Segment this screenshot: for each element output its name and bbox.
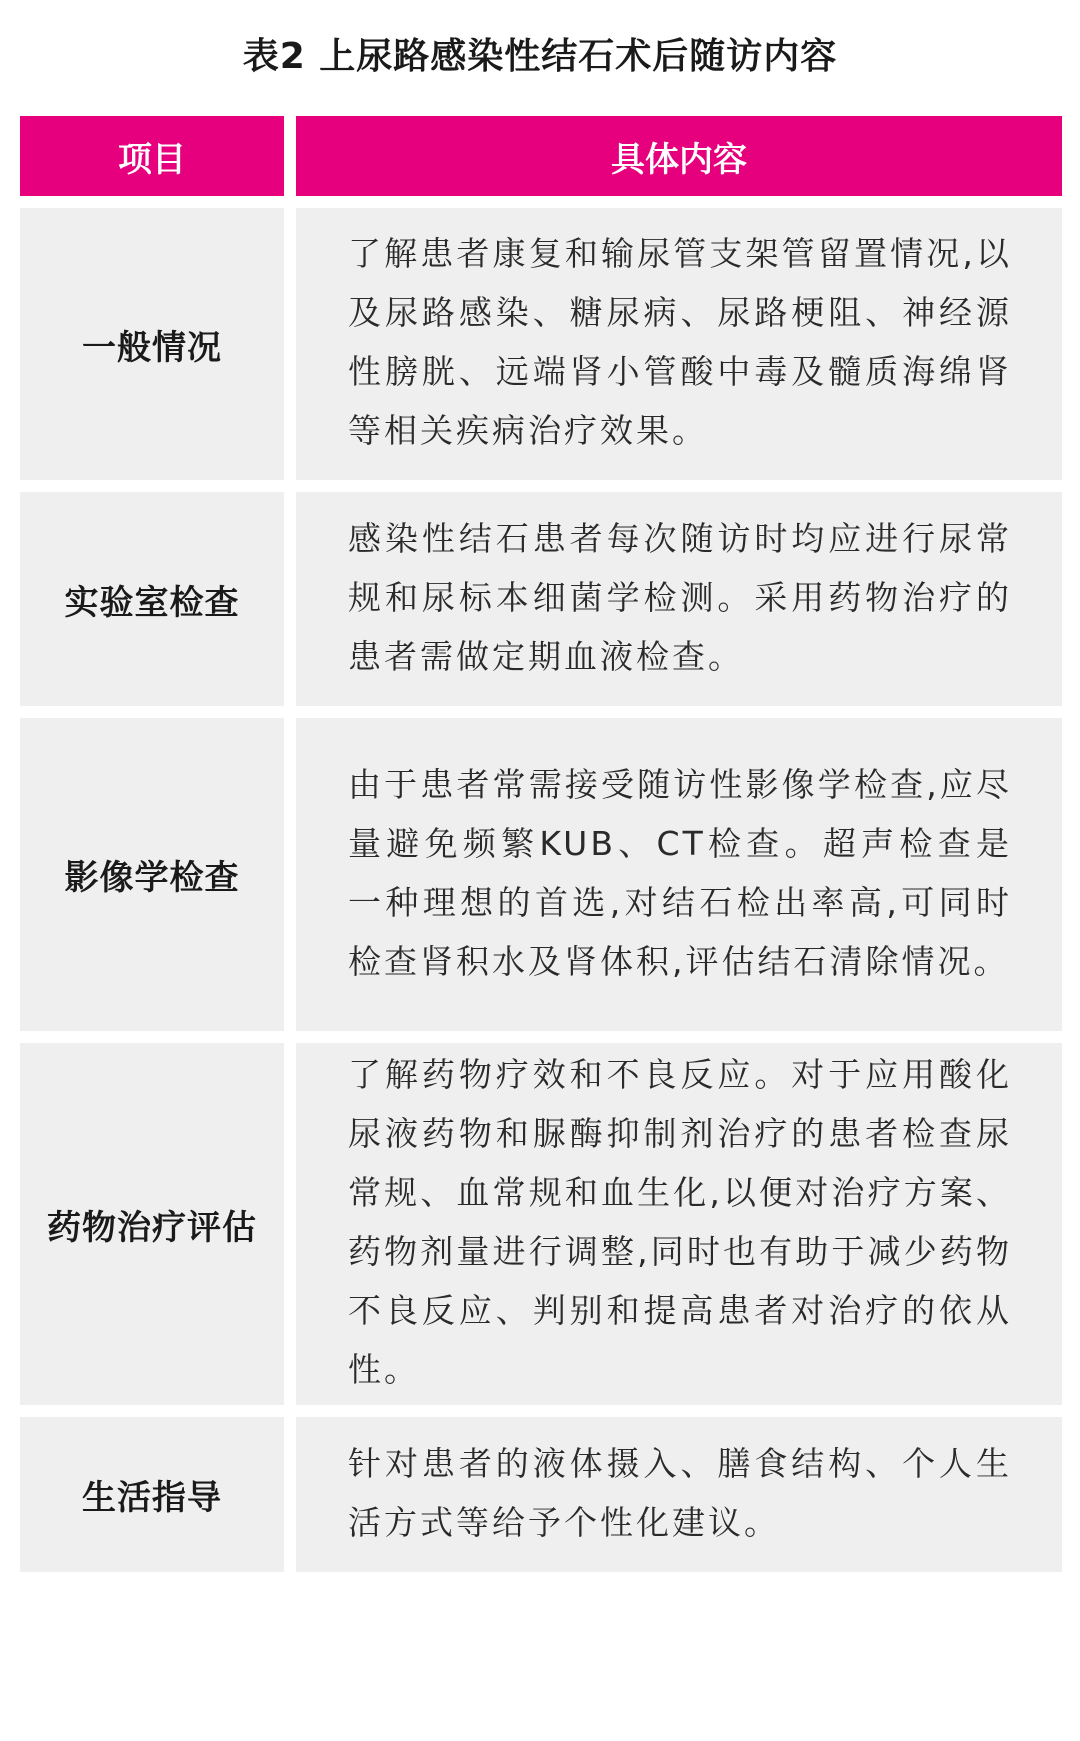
row-content-cell [296,1417,1062,1572]
row-item-label: 影像学检查 [64,858,240,898]
row-content-cell [296,718,1062,1031]
row-item-cell [20,1417,284,1572]
row-item-cell [20,492,284,706]
table-row [20,1417,1062,1572]
table-row [20,492,1062,706]
row-content-text: 了解药物疗效和不良反应。对于应用酸化尿液药物和脲酶抑制剂治疗的患者检查尿常规、血常规和血生化,以便对治疗方案、药物剂量进行调整,同时也有助于减少药物不良反应、判别和提高患者对治疗的依从性。 [348,1055,1012,1389]
row-item-label: 一般情况 [82,327,222,368]
row-item-cell [20,718,284,1031]
table-title: 表2 上尿路感染性结石术后随访内容 [242,36,838,77]
row-content-text: 了解患者康复和输尿管支架管留置情况,以及尿路感染、糖尿病、尿路梗阻、神经源性膀胱、远端肾小管酸中毒及髓质海绵肾等相关疾病治疗效果。 [348,234,1012,450]
row-item-label: 生活指导 [82,1478,222,1518]
table-row [20,208,1062,480]
row-content-text: 感染性结石患者每次随访时均应进行尿常规和尿标本细菌学检测。采用药物治疗的患者需做定期血液检查。 [348,518,1012,676]
table-row [20,718,1062,1031]
row-content-cell [296,492,1062,706]
row-item-cell [20,208,284,480]
row-content-text: 针对患者的液体摄入、膳食结构、个人生活方式等给予个性化建议。 [348,1443,1012,1542]
header-item: 项目 [20,116,284,196]
table-header-row [20,116,1062,196]
followup-table [20,116,1062,1572]
header-content: 具体内容 [296,116,1062,196]
row-content-cell [296,208,1062,480]
table-row [20,1043,1062,1405]
row-item-cell [20,1043,284,1405]
row-content-text: 由于患者常需接受随访性影像学检查,应尽量避免频繁KUB、CT检查。超声检查是一种理想的首选,对结石检出率高,可同时检查肾积水及肾体积,评估结石清除情况。 [348,764,1012,981]
row-content-cell [296,1043,1062,1405]
row-item-label: 药物治疗评估 [47,1207,257,1248]
row-item-label: 实验室检查 [64,582,240,623]
